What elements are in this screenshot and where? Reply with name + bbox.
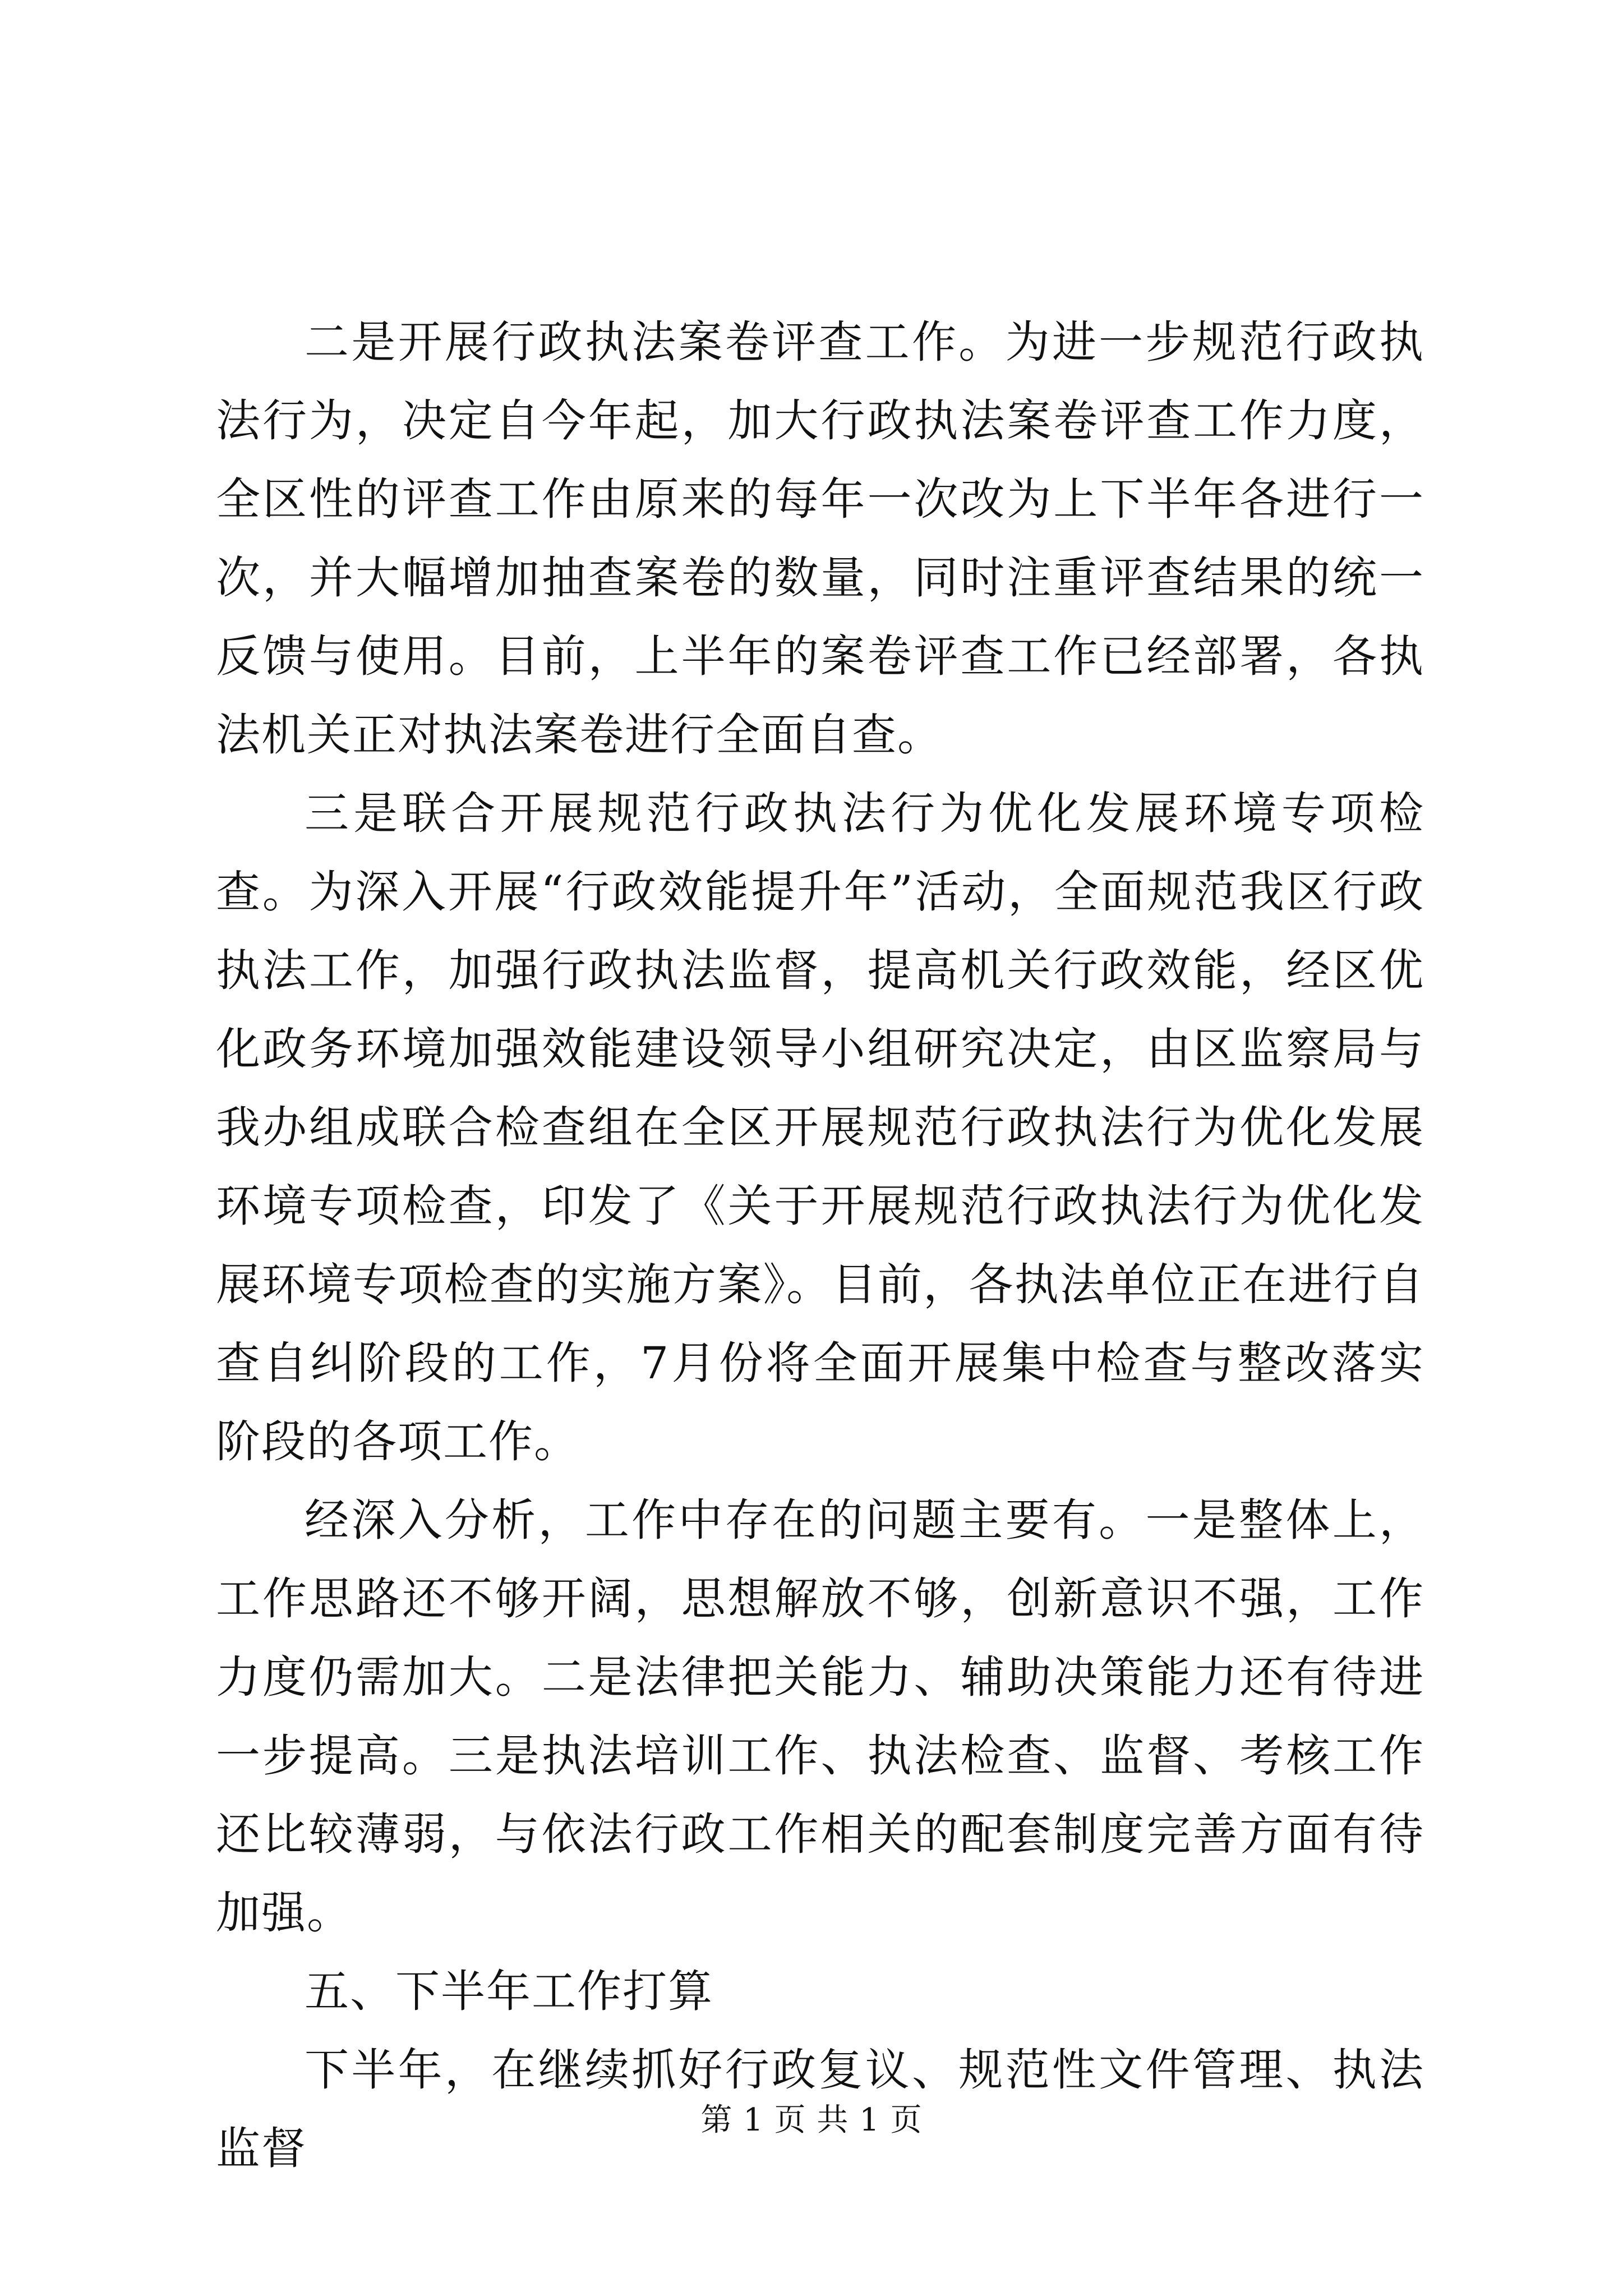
section-heading: 五、下半年工作打算: [305, 1966, 713, 2017]
paragraph-joint-inspection: 三是联合开展规范行政执法行为优化发展环境专项检查。为深入开展“行政效能提升年”活动，全面规范我区行政执法工作，加强行政执法监督，提高机关行政效能，经区优化政务环境加强效能建设领导小组研究决定，由区监察局与我办组成联合检查组在全区开展规范行政执法行为优化发展环境专项检查，印发了《关于开展规范行政执法行为优化发展环境专项检查的实施方案》。目前，各执法单位正在进行自查自纠阶段的工作，7月份将全面开展集中检查与整改落实阶段的各项工作。: [216, 788, 1424, 1467]
paragraph-case-review: 二是开展行政执法案卷评查工作。为进一步规范行政执法行为，决定自今年起，加大行政执法案卷评查工作力度，全区性的评查工作由原来的每年一次改为上下半年各进行一次，并大幅增加抽查案卷的数量，同时注重评查结果的统一反馈与使用。目前，上半年的案卷评查工作已经部署，各执法机关正对执法案卷进行全面自查。: [216, 316, 1424, 761]
document-body: [216, 303, 1424, 2188]
paragraph-problems: 经深入分析，工作中存在的问题主要有。一是整体上，工作思路还不够开阔，思想解放不够，创新意识不强，工作力度仍需加大。二是法律把关能力、辅助决策能力还有待进一步提高。三是执法培训工作、执法检查、监督、考核工作还比较薄弱，与依法行政工作相关的配套制度完善方面有待加强。: [216, 1494, 1424, 1939]
page-footer: 第 1 页 共 1 页: [700, 2102, 923, 2138]
paragraph-second-half-plan: 下半年，在继续抓好行政复议、规范性文件管理、执法监督: [216, 2044, 1424, 2174]
